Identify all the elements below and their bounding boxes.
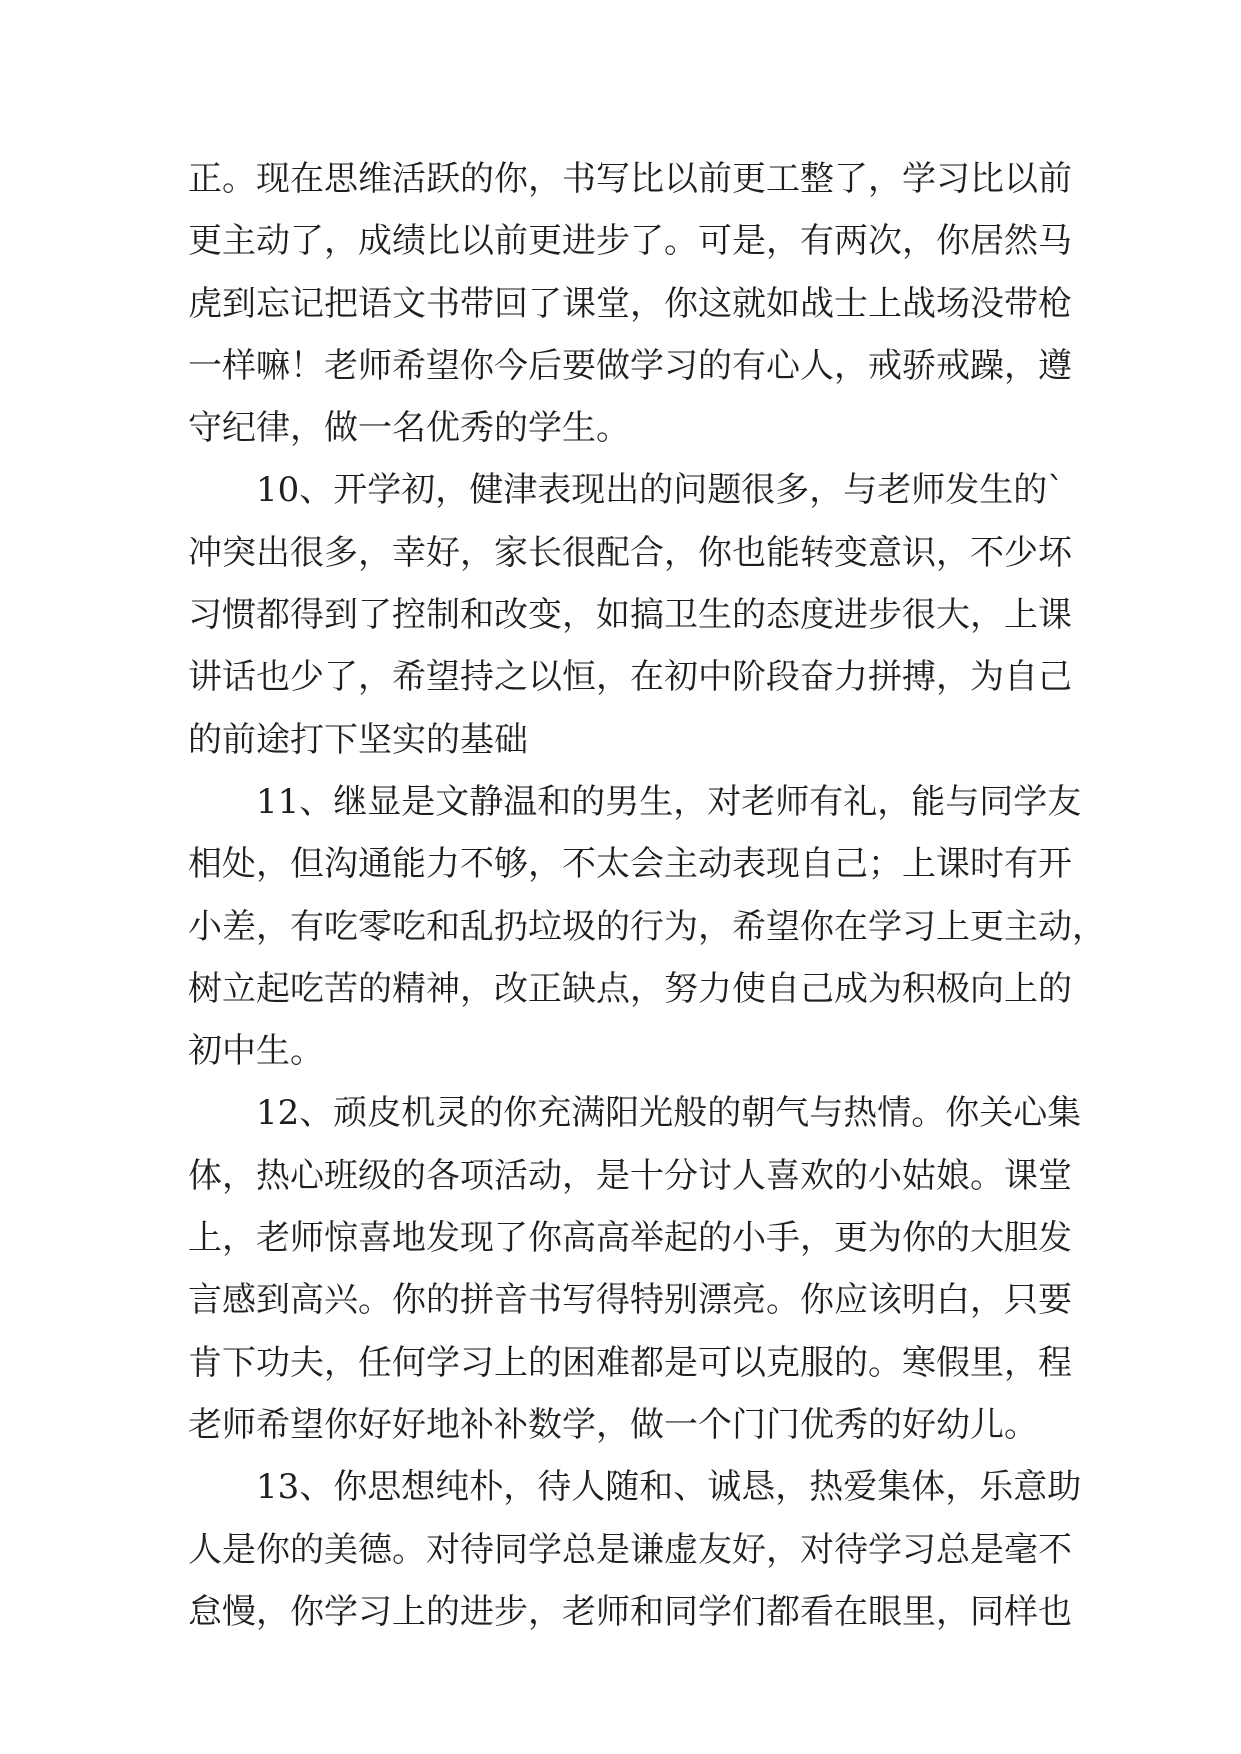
paragraph-12-first-line: 12、顽皮机灵的你充满阳光般的朝气与热情。你关心集 xyxy=(256,1093,1082,1134)
text-line: 肯下功夫，任何学习上的困难都是可以克服的。寒假里，程 xyxy=(188,1342,1072,1383)
paragraph-10-first-line: 10、开学初，健津表现出的问题很多，与老师发生的` xyxy=(256,470,1065,511)
text-line: 习惯都得到了控制和改变，如搞卫生的态度进步很大，上课 xyxy=(188,595,1072,636)
text-line: 小差，有吃零吃和乱扔垃圾的行为，希望你在学习上更主动， xyxy=(188,906,1106,947)
paragraph-13-first-line: 13、你思想纯朴，待人随和、诚恳，热爱集体，乐意助 xyxy=(256,1467,1082,1508)
text-line: 言感到高兴。你的拼音书写得特别漂亮。你应该明白，只要 xyxy=(188,1280,1072,1321)
text-line: 一样嘛！老师希望你今后要做学习的有心人，戒骄戒躁，遵 xyxy=(188,345,1072,386)
text-line: 冲突出很多，幸好，家长很配合，你也能转变意识，不少坏 xyxy=(188,532,1072,573)
body-text xyxy=(188,148,1106,1643)
text-line: 树立起吃苦的精神，改正缺点，努力使自己成为积极向上的 xyxy=(188,968,1072,1009)
text-line: 更主动了，成绩比以前更进步了。可是，有两次，你居然马 xyxy=(188,221,1072,262)
text-line: 怠慢，你学习上的进步，老师和同学们都看在眼里，同样也 xyxy=(188,1591,1072,1632)
paragraph-11-first-line: 11、继显是文静温和的男生，对老师有礼，能与同学友 xyxy=(256,781,1082,822)
text-line: 初中生。 xyxy=(188,1031,324,1072)
text-line: 虎到忘记把语文书带回了课堂，你这就如战士上战场没带枪 xyxy=(188,283,1072,324)
text-line: 相处，但沟通能力不够，不太会主动表现自己；上课时有开 xyxy=(188,844,1072,885)
text-line: 正。现在思维活跃的你，书写比以前更工整了，学习比以前 xyxy=(188,159,1072,199)
text-line: 人是你的美德。对待同学总是谦虚友好，对待学习总是毫不 xyxy=(188,1529,1072,1570)
text-line: 的前途打下坚实的基础 xyxy=(188,719,528,760)
text-line: 老师希望你好好地补补数学，做一个门门优秀的好幼儿。 xyxy=(188,1404,1038,1445)
text-line: 上，老师惊喜地发现了你高高举起的小手，更为你的大胆发 xyxy=(188,1218,1072,1259)
text-line: 讲话也少了，希望持之以恒，在初中阶段奋力拼搏，为自己 xyxy=(188,657,1072,698)
text-line: 守纪律，做一名优秀的学生。 xyxy=(188,408,630,449)
text-line: 体，热心班级的各项活动，是十分讨人喜欢的小姑娘。课堂 xyxy=(188,1155,1072,1196)
